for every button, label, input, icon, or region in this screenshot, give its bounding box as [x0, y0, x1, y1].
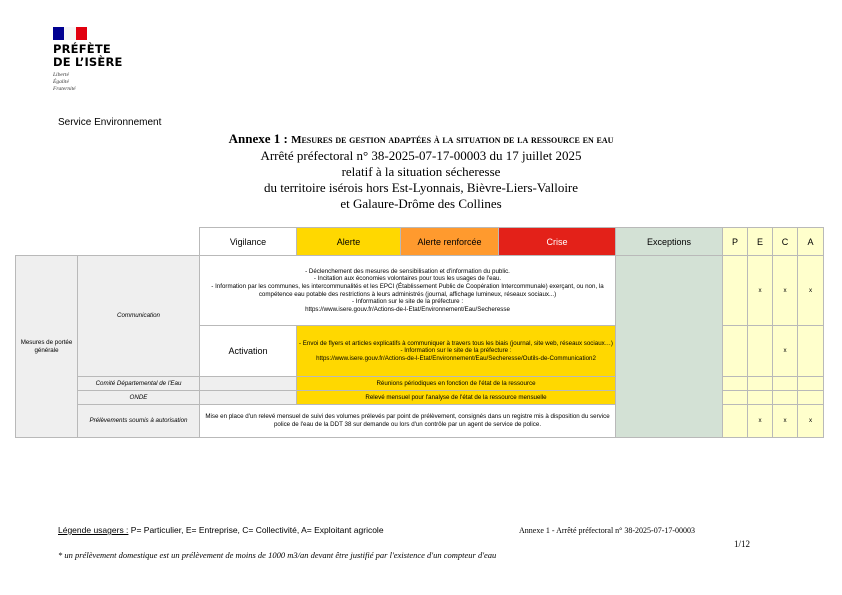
title-block: [0, 131, 842, 212]
mark-e: [748, 377, 773, 391]
logo-line-2: DE L’ISÈRE: [53, 55, 123, 69]
mark-c: [773, 377, 798, 391]
mark-e: x: [748, 256, 773, 326]
header-c: C: [773, 228, 798, 256]
mark-a: [798, 377, 824, 391]
mark-a: x: [798, 405, 824, 438]
category-cell: Mesures de portée générale: [16, 256, 78, 438]
row-label-prelevements: Prélèvements soumis à autorisation: [78, 405, 200, 438]
header-vigilance: Vigilance: [200, 228, 297, 256]
legend-label: Légende usagers :: [58, 525, 129, 535]
empty-corner: [16, 228, 78, 256]
mark-e: [748, 391, 773, 405]
motto-line: Égalité: [53, 79, 69, 85]
mark-a: [798, 326, 824, 377]
header-exceptions: Exceptions: [616, 228, 723, 256]
footnote: * un prélèvement domestique est un prélèvement de moins de 1000 m3/an devant être justifié par l'existence d'un compteur d'eau: [58, 550, 497, 560]
title-line: et Galaure-Drôme des Collines: [340, 196, 502, 211]
header-e: E: [748, 228, 773, 256]
measures-table: [15, 227, 824, 438]
header-crise: Crise: [499, 228, 616, 256]
mark-p: [723, 405, 748, 438]
header-alerte: Alerte: [297, 228, 401, 256]
motto-line: Liberté: [53, 72, 69, 78]
logo-line-1: PRÉFÈTE: [53, 42, 111, 56]
marianne-flag-icon: [53, 27, 87, 40]
mark-p: [723, 391, 748, 405]
mark-a: [798, 391, 824, 405]
service-name: Service Environnement: [58, 117, 162, 128]
annex-subtitle: Mesures de gestion adaptées à la situation de la ressource en eau: [291, 134, 614, 146]
logo-motto: [53, 72, 173, 93]
communication-vigilance-text: - Déclenchement des mesures de sensibilisation et d'information du public. - Incitation aux économies volontaires pour tous les usages de l'eau. - Information par les communes, les intercommunalités et les EPCI (Établissement Public de Coopération Intercommunale) exerçant, ou non, la compétence eau potable des restrictions à leurs administrés (journal, affichage lumineux, réseaux sociaux...) - Information sur le site de la préfecture : https://www.isere.gouv.fr/Actions-de-l-Etat/Environnement/Eau/Secheresse: [200, 256, 616, 326]
activation-cell: Activation: [200, 326, 297, 377]
comite-text: Réunions périodiques en fonction de l'état de la ressource: [297, 377, 616, 391]
mark-c: [773, 391, 798, 405]
mark-a: x: [798, 256, 824, 326]
mark-p: [723, 326, 748, 377]
title-line: Arrêté préfectoral n° 38-2025-07-17-00003 du 17 juillet 2025: [260, 148, 582, 163]
empty-corner: [78, 228, 200, 256]
row-label-comite: Comité Départemental de l'Eau: [78, 377, 200, 391]
annex-label: Annexe 1 :: [228, 131, 292, 146]
mark-p: [723, 377, 748, 391]
prefecture-logo: [53, 27, 173, 93]
mark-c: x: [773, 326, 798, 377]
page-number: 1/12: [734, 539, 751, 549]
exceptions-cell: [616, 256, 723, 438]
mark-c: x: [773, 405, 798, 438]
row-label-onde: ONDE: [78, 391, 200, 405]
legend-text: P= Particulier, E= Entreprise, C= Collectivité, A= Exploitant agricole: [128, 525, 384, 535]
mark-e: [748, 326, 773, 377]
onde-text: Relevé mensuel pour l'analyse de l'état de la ressource mensuelle: [297, 391, 616, 405]
footer-reference: Annexe 1 - Arrêté préfectoral n° 38-2025-07-17-00003: [519, 526, 696, 535]
header-alerte-renforcee: Alerte renforcée: [401, 228, 499, 256]
header-a: A: [798, 228, 824, 256]
title-line: du territoire isérois hors Est-Lyonnais, Bièvre-Liers-Valloire: [263, 180, 579, 195]
mark-e: x: [748, 405, 773, 438]
communication-alerte-text: - Envoi de flyers et articles explicatifs à communiquer à travers tous les biais (journal, site web, réseaux sociaux…) - Information sur le site de la préfecture : https://www.isere.gouv.fr/Actions-de-l-Etat/Environnement/Eau/Secheresse/Outils-de-Communication2: [297, 326, 616, 377]
row-label-communication: Communication: [78, 256, 200, 377]
users-legend: [58, 525, 384, 535]
mark-p: [723, 256, 748, 326]
title-line: relatif à la situation sécheresse: [341, 164, 501, 179]
header-p: P: [723, 228, 748, 256]
prelevements-text: Mise en place d'un relevé mensuel de suivi des volumes prélevés par point de prélèvement, consignés dans un registre mis à disposition du service police de l'eau de la DDT 38 sur demande ou lors d'un contrôle par un agent de service de police.: [200, 405, 616, 438]
motto-line: Fraternité: [53, 86, 76, 92]
onde-vigilance-cell: [200, 391, 297, 405]
mark-c: x: [773, 256, 798, 326]
comite-vigilance-cell: [200, 377, 297, 391]
